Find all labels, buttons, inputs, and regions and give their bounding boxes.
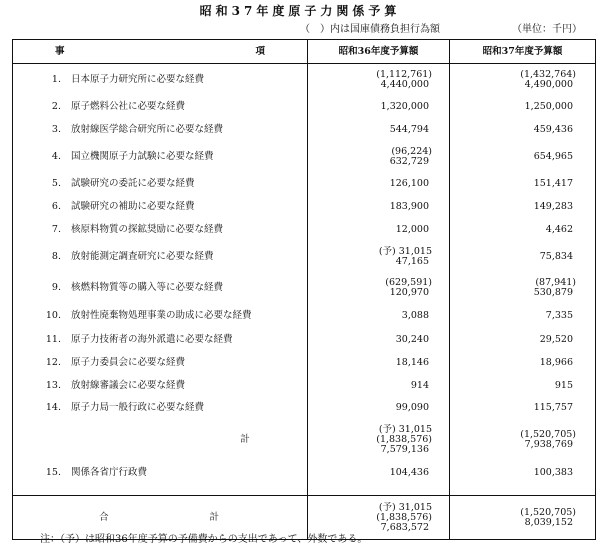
cell-item [13,119,308,142]
value-text: 8,039,152 [524,516,573,528]
item-label: 放射線医学総合研究所に必要な経費 [71,124,224,135]
cell-item [13,304,308,328]
value-text: 149,283 [533,201,573,212]
item-number: 14. [45,402,61,413]
item-number: 3. [51,124,61,135]
cell-value-36 [308,142,450,173]
item-label: 原子燃料公社に必要な経費 [71,101,186,112]
cell-value-37 [450,496,596,540]
header-item-left: 事 [55,45,65,57]
cell-item [13,460,308,486]
value-text: (87,941) [535,277,576,288]
item-label: 放射線審議会に必要な経費 [71,379,186,391]
table-row [13,460,596,486]
cell-value-36 [308,273,450,304]
value-text: 120,970 [389,287,429,298]
cell-item [13,375,308,397]
value-text: 99,090 [395,402,429,413]
cell-value-36 [308,397,450,420]
value-text: 151,417 [533,178,573,189]
item-label: 核燃料物質等の購入等に必要な経費 [71,282,224,293]
cell-item [13,196,308,219]
cell-item [13,273,308,304]
item-number: 8. [51,250,61,262]
table-row [13,273,596,304]
value-text: 126,100 [389,178,429,189]
cell-value-37 [450,273,596,304]
subtotal-label-cell [13,420,308,460]
subtotal-label: 計 [240,433,250,445]
item-number: 4. [51,151,61,162]
item-label: 関係各省庁行政費 [71,466,148,478]
cell-value-37 [450,219,596,241]
value-text: 4,462 [545,223,573,235]
header-col-37: 昭和37年度予算額 [450,40,596,64]
item-label: 試験研究の委託に必要な経費 [71,178,195,189]
item-label: 放射能測定調査研究に必要な経費 [71,250,214,262]
header-col-36: 昭和36年度予算額 [308,40,450,64]
value-text: 459,436 [533,124,573,135]
cell-value-37 [450,420,596,460]
value-text: 4,490,000 [524,78,573,90]
value-text: 632,729 [389,156,429,167]
cell-value-36 [308,460,450,486]
spacer-cell [308,486,450,496]
value-text: 914 [410,379,429,391]
subtotal-row [13,420,596,460]
cell-value-36 [308,196,450,219]
header-item-right: 項 [255,45,265,57]
cell-value-37 [450,96,596,119]
cell-item [13,142,308,173]
table-row [13,96,596,119]
item-number: 10. [45,309,61,321]
value-text: 18,146 [395,357,429,368]
cell-value-37 [450,328,596,352]
value-text: 4,440,000 [380,78,429,90]
table-row [13,375,596,397]
value-text: 12,000 [395,223,429,235]
cell-value-36 [308,375,450,397]
cell-value-36 [308,64,450,96]
value-text: 18,966 [539,357,573,368]
cell-value-36 [308,96,450,119]
budget-table [12,39,596,540]
value-text: 654,965 [533,151,573,162]
cell-item [13,397,308,420]
spacer-cell [450,486,596,496]
cell-item [13,352,308,375]
value-text: 30,240 [395,333,429,345]
footnote: 注：（予）は昭和36年度予算の予備費からの支出であって、外数である。 [40,534,368,545]
total-label-right: 計 [209,511,219,523]
item-number: 13. [45,379,61,391]
value-text: 115,757 [533,402,573,413]
value-text: (予) 31,015 [378,423,432,435]
value-text: 104,436 [389,466,429,478]
item-number: 9. [51,282,61,293]
value-text: 7,683,572 [380,521,429,533]
item-label: 試験研究の補助に必要な経費 [71,201,195,212]
item-label: 原子力技術者の海外派遣に必要な経費 [71,333,233,345]
cell-value-37 [450,304,596,328]
cell-value-36 [308,352,450,375]
value-text: 7,335 [545,309,573,321]
total-label-left: 合 [99,511,109,523]
cell-value-37 [450,375,596,397]
table-row [13,397,596,420]
value-text: (1,112,761) [376,68,432,80]
value-text: 530,879 [533,287,573,298]
cell-value-37 [450,173,596,196]
cell-item [13,241,308,273]
cell-value-37 [450,460,596,486]
value-text: 7,579,136 [380,443,429,455]
cell-item [13,96,308,119]
value-text: 7,938,769 [524,438,573,450]
cell-item [13,173,308,196]
value-text: 1,250,000 [524,101,573,112]
item-number: 15. [45,466,61,478]
value-text: 1,320,000 [380,101,429,112]
item-label: 放射性廃棄物処理事業の助成に必要な経費 [71,309,252,321]
cell-value-37 [450,397,596,420]
spacer-cell [13,486,308,496]
item-label: 原子力局一般行政に必要な経費 [71,402,205,413]
table-row [13,64,596,96]
item-label: 日本原子力研究所に必要な経費 [71,73,205,85]
item-number: 7. [51,223,61,235]
value-text: (1,520,705) [520,506,576,518]
table-row [13,142,596,173]
value-text: (1,520,705) [520,428,576,440]
cell-value-37 [450,142,596,173]
cell-value-36 [308,420,450,460]
cell-value-37 [450,119,596,142]
table-row [13,241,596,273]
cell-value-37 [450,241,596,273]
cell-value-37 [450,196,596,219]
value-text: 29,520 [539,333,573,345]
table-row [13,219,596,241]
table-row [13,352,596,375]
value-text: (1,432,764) [520,68,576,80]
value-text: 75,834 [539,250,573,262]
value-text: 183,900 [389,201,429,212]
value-text: (予) 31,015 [378,501,432,513]
item-number: 12. [45,357,61,368]
value-text: 47,165 [395,255,429,267]
cell-value-37 [450,352,596,375]
item-label: 核原料物質の探鉱奨励に必要な経費 [71,223,224,235]
table-row [13,328,596,352]
page-title: 昭和37年度原子力関係予算 [199,4,401,18]
unit-label: （単位：千円） [512,24,582,35]
item-label: 国立機関原子力試験に必要な経費 [71,151,214,162]
cell-value-36 [308,241,450,273]
value-text: (96,224) [391,146,432,157]
table-row [13,304,596,328]
value-text: 3,088 [401,309,429,321]
table-row [13,119,596,142]
cell-item [13,64,308,96]
value-text: 915 [554,379,573,391]
value-text: (629,591) [385,277,432,288]
table-header-row [13,40,596,64]
cell-value-36 [308,304,450,328]
value-text: (1,838,576) [376,511,432,523]
cell-item [13,219,308,241]
spacer-row [13,486,596,496]
item-number: 6. [51,201,61,212]
parenthesis-legend: （ ）内は国庫債務負担行為額 [300,24,440,35]
value-text: (1,838,576) [376,433,432,445]
cell-value-36 [308,328,450,352]
item-label: 原子力委員会に必要な経費 [71,357,186,368]
table-row [13,196,596,219]
table-row [13,173,596,196]
cell-value-36 [308,219,450,241]
item-number: 2. [51,101,61,112]
cell-value-36 [308,119,450,142]
item-number: 5. [51,178,61,189]
header-item [13,40,308,64]
cell-item [13,328,308,352]
cell-value-37 [450,64,596,96]
item-number: 11. [45,333,61,345]
value-text: 544,794 [389,124,429,135]
value-text: 100,383 [533,466,573,478]
value-text: (予) 31,015 [378,245,432,257]
cell-value-36 [308,173,450,196]
item-number: 1. [51,73,61,85]
